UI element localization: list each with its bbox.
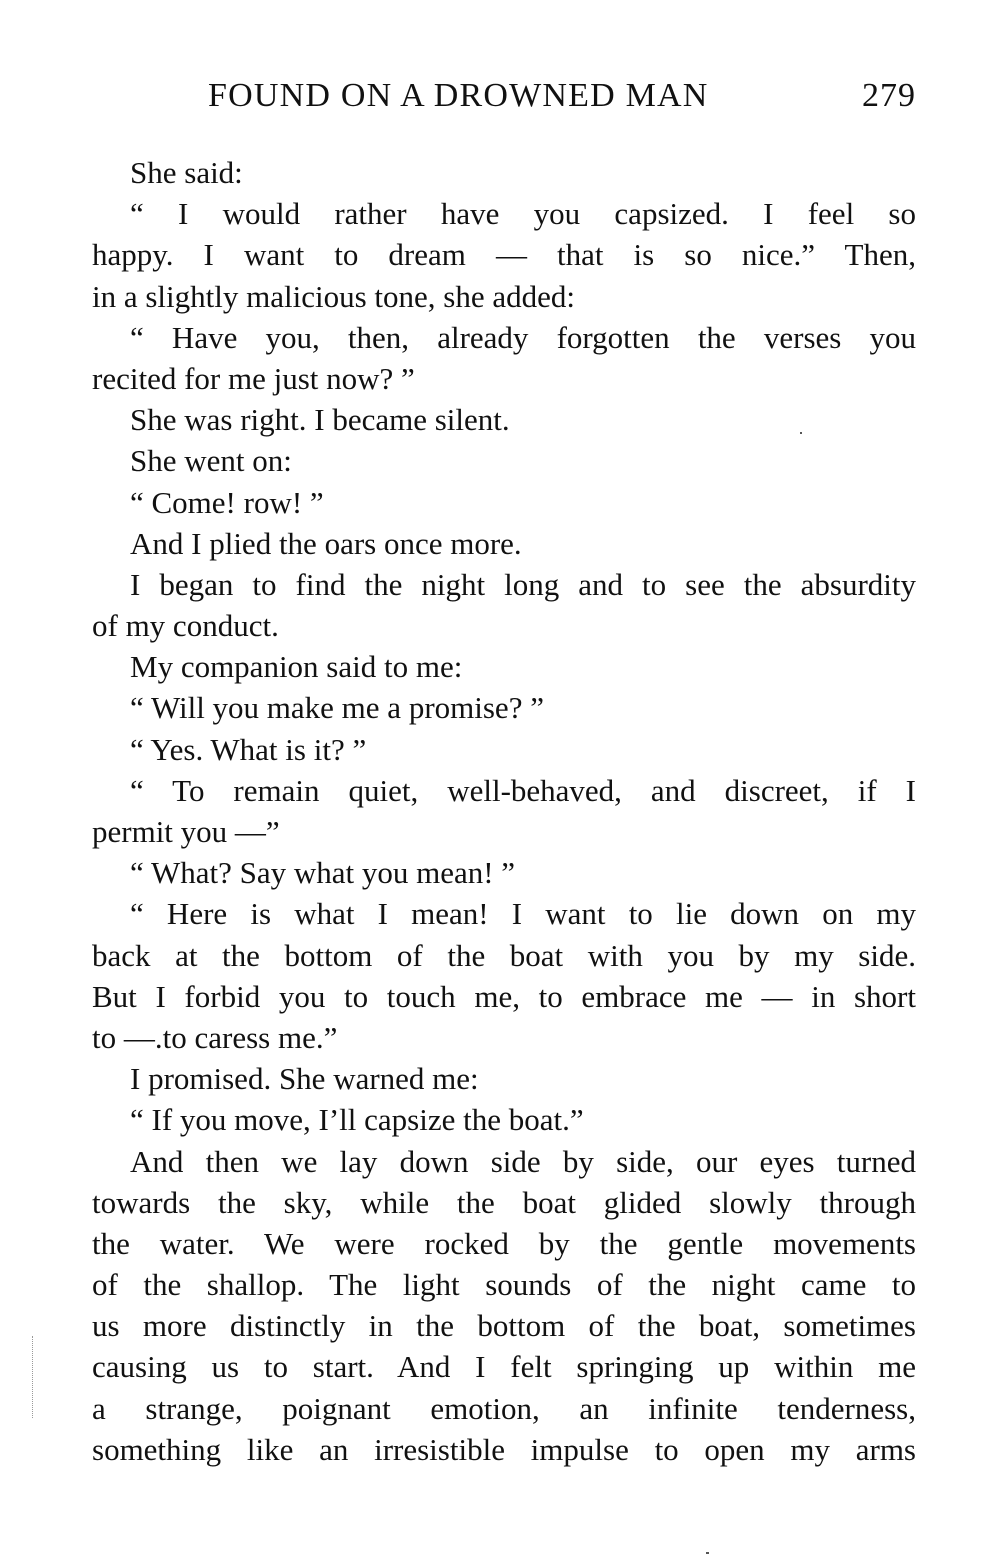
margin-scan-mark	[32, 1336, 35, 1418]
text-line: My companion said to me:	[130, 649, 463, 685]
text-line: “ Come! row! ”	[130, 484, 324, 520]
text-line: But I forbid you to touch me, to embrace me — in short	[92, 978, 916, 1014]
text-line: She said:	[130, 155, 243, 190]
running-head: FOUND ON A DROWNED MAN	[208, 77, 709, 114]
text-line: recited for me just now? ”	[92, 360, 415, 396]
text-line: She was right. I became silent.	[130, 402, 510, 438]
text-line: “ Yes. What is it? ”	[130, 731, 367, 767]
text-line: “ If you move, I’ll capsize the boat.”	[130, 1102, 584, 1138]
print-speck	[706, 1552, 709, 1554]
text-line: I began to find the night long and to see the absurdity	[130, 566, 916, 602]
text-line: She went on:	[130, 443, 292, 479]
text-line: us more distinctly in the bottom of the boat, sometimes	[92, 1308, 916, 1344]
text-line: the water. We were rocked by the gentle movements	[92, 1225, 916, 1261]
text-line: “ Have you, then, already forgotten the verses you	[130, 319, 916, 355]
text-line: And then we lay down side by side, our eyes turned	[130, 1143, 916, 1179]
text-line: “ What? Say what you mean! ”	[130, 855, 516, 891]
text-line: happy. I want to dream — that is so nice.” Then,	[92, 237, 916, 273]
text-line: something like an irresistible impulse to open my arms	[92, 1431, 916, 1467]
text-line: in a slightly malicious tone, she added:	[92, 278, 575, 314]
text-line: causing us to start. And I felt springing up within me	[92, 1349, 916, 1385]
text-line: “ I would rather have you capsized. I feel so	[130, 196, 916, 232]
print-speck	[800, 432, 802, 434]
text-line: of the shallop. The light sounds of the night came to	[92, 1267, 916, 1303]
text-line: And I plied the oars once more.	[130, 525, 522, 561]
text-line: of my conduct.	[92, 608, 279, 644]
text-line: a strange, poignant emotion, an infinite tenderness,	[92, 1390, 916, 1426]
page-number: 279	[862, 77, 916, 114]
text-line: I promised. She warned me:	[130, 1061, 479, 1097]
text-line: “ To remain quiet, well-behaved, and discreet, if I	[130, 772, 916, 808]
text-line: to —.to caress me.”	[92, 1019, 338, 1055]
text-line: towards the sky, while the boat glided slowly through	[92, 1184, 916, 1220]
body-text	[92, 152, 916, 1470]
text-line: back at the bottom of the boat with you by my side.	[92, 937, 916, 973]
text-line: “ Will you make me a promise? ”	[130, 690, 544, 726]
text-line: permit you —”	[92, 814, 280, 849]
page-header	[92, 72, 916, 120]
text-line: “ Here is what I mean! I want to lie down on my	[130, 896, 916, 932]
